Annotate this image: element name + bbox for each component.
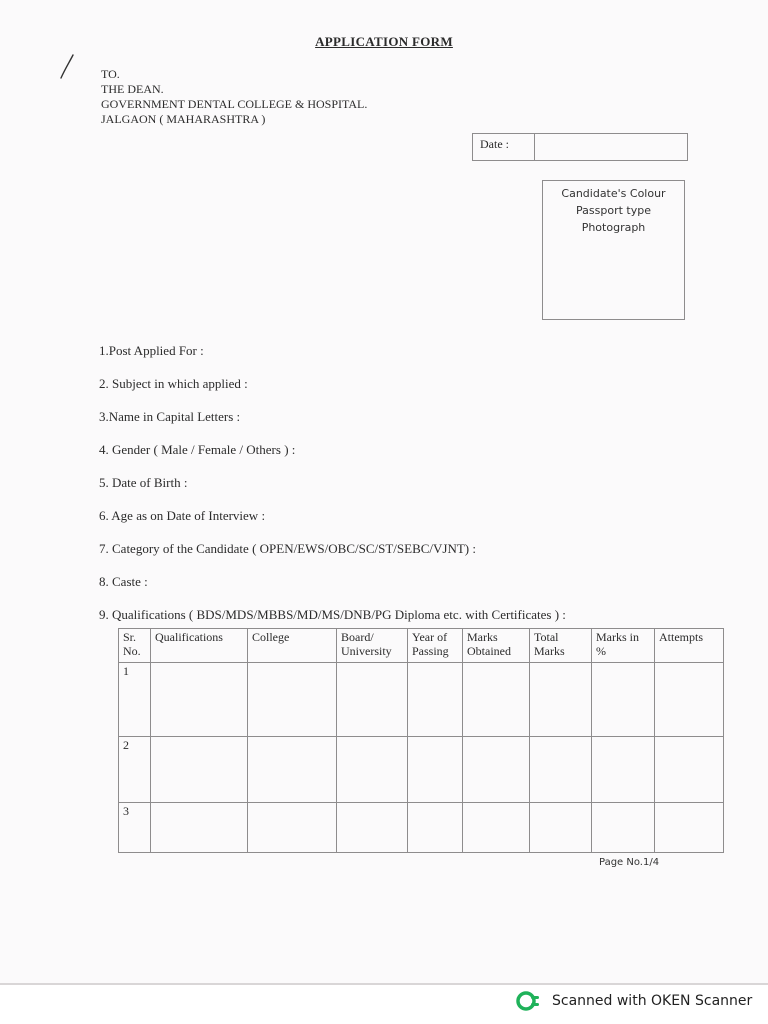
table-cell	[151, 737, 248, 803]
page-edge-divider	[0, 983, 768, 985]
column-header: Sr. No.	[119, 629, 151, 663]
field-gender: 4. Gender ( Male / Female / Others ) :	[99, 442, 296, 457]
photo-caption-line: Passport type	[576, 204, 651, 217]
field-qualifications: 9. Qualifications ( BDS/MDS/MBBS/MD/MS/DNB/PG Diploma etc. with Certificates ) :	[99, 607, 566, 622]
table-cell: 1	[119, 663, 151, 737]
field-subject: 2. Subject in which applied :	[99, 376, 248, 391]
table-header-row	[119, 629, 724, 663]
table-cell	[530, 737, 592, 803]
table-cell	[592, 803, 655, 853]
pen-mark-icon	[58, 52, 76, 82]
date-field	[472, 133, 688, 161]
photo-placeholder	[542, 180, 685, 320]
address-line: TO.	[101, 67, 120, 81]
column-header: Marks in %	[592, 629, 655, 663]
table-row	[119, 737, 724, 803]
column-header: Board/ University	[337, 629, 408, 663]
column-header: College	[248, 629, 337, 663]
scanner-watermark-text: Scanned with OKEN Scanner	[552, 993, 753, 1009]
address-line: GOVERNMENT DENTAL COLLEGE & HOSPITAL.	[101, 97, 368, 111]
address-line: THE DEAN.	[101, 82, 164, 96]
table-cell	[592, 663, 655, 737]
table-cell	[151, 803, 248, 853]
table-cell	[408, 663, 463, 737]
date-label: Date :	[473, 134, 535, 160]
table-cell	[463, 737, 530, 803]
field-post-applied: 1.Post Applied For :	[99, 343, 204, 358]
table-cell: 2	[119, 737, 151, 803]
table-cell	[248, 803, 337, 853]
table-cell	[530, 803, 592, 853]
table-cell	[592, 737, 655, 803]
table-cell	[408, 803, 463, 853]
table-cell	[530, 663, 592, 737]
table-cell	[337, 663, 408, 737]
table-cell	[248, 737, 337, 803]
column-header: Marks Obtained	[463, 629, 530, 663]
photo-caption-line: Candidate's Colour	[561, 187, 666, 200]
table-cell	[655, 663, 724, 737]
field-caste: 8. Caste :	[99, 574, 148, 589]
table-cell	[655, 803, 724, 853]
table-cell	[463, 803, 530, 853]
table-cell	[337, 803, 408, 853]
column-header: Total Marks	[530, 629, 592, 663]
page-number: Page No.1/4	[599, 857, 660, 868]
address-line: JALGAON ( MAHARASHTRA )	[101, 112, 266, 126]
oken-scanner-logo-icon	[516, 991, 542, 1011]
scanner-watermark	[516, 990, 752, 1012]
table-cell	[408, 737, 463, 803]
table-cell	[151, 663, 248, 737]
form-title: APPLICATION FORM	[315, 34, 453, 49]
table-row	[119, 663, 724, 737]
table-cell	[337, 737, 408, 803]
field-name: 3.Name in Capital Letters :	[99, 409, 241, 424]
table-cell: 3	[119, 803, 151, 853]
field-date-of-birth: 5. Date of Birth :	[99, 475, 188, 490]
table-row	[119, 803, 724, 853]
column-header: Attempts	[655, 629, 724, 663]
table-cell	[655, 737, 724, 803]
date-value	[535, 134, 687, 160]
field-category: 7. Category of the Candidate ( OPEN/EWS/OBC/SC/ST/SEBC/VJNT) :	[99, 541, 476, 556]
photo-caption-line: Photograph	[581, 221, 646, 234]
column-header: Year of Passing	[408, 629, 463, 663]
field-age: 6. Age as on Date of Interview :	[99, 508, 266, 523]
column-header: Qualifications	[151, 629, 248, 663]
qualifications-table	[118, 628, 724, 853]
table-cell	[463, 663, 530, 737]
recipient-address	[101, 67, 367, 127]
table-cell	[248, 663, 337, 737]
